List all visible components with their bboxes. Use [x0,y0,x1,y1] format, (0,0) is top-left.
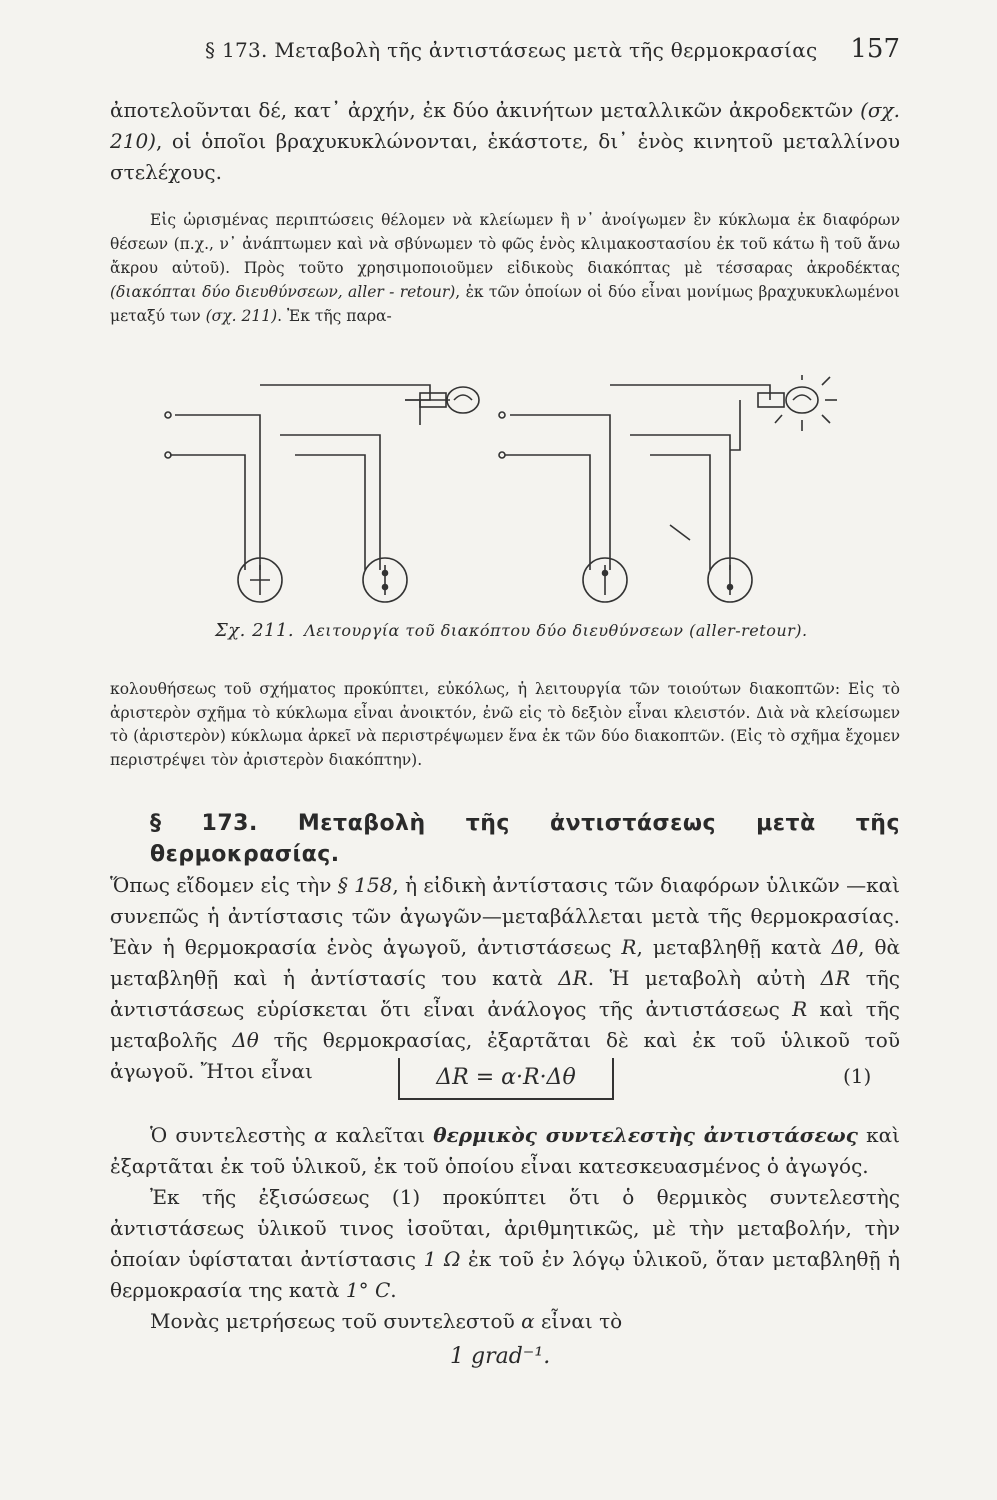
sec-dtheta: Δθ [831,935,859,959]
p5-alpha: α [313,1123,328,1147]
p5-t8: εἶναι τὸ [534,1309,623,1333]
para1-ref: (σχ. 210) [110,98,900,153]
p5-t2: καλεῖται [327,1123,434,1147]
sec-t3: , μεταβληθῇ κατὰ [636,935,832,959]
p5-t1: Ὁ συντελεστὴς [150,1123,314,1147]
header-title: § 173. Μεταβολὴ τῆς ἀντιστάσεως μετὰ τῆς θερμοκρασίας [205,38,818,62]
para1-text-a: ἀποτελοῦνται δέ, κατ᾽ ἀρχήν, ἐκ δύο ἀκινήτων μεταλλικῶν ἀκροδεκτῶν [110,98,861,122]
section-173 [110,808,900,1087]
sec-t4: , θὰ μεταβληθῇ καὶ ἡ ἀντίστασίς του κατὰ [110,935,901,990]
unit-expression: 1 grad⁻¹. [450,1344,551,1369]
p5-alpha2: α [521,1309,535,1333]
p5-t7: Μονὰς μετρήσεως τοῦ συντελεστοῦ [150,1309,522,1333]
sec-t6: τῆς ἀντιστάσεως εὑρίσκεται ὅτι εἶναι ἀνάλογος τῆς ἀντιστάσεως [110,966,900,1021]
sec-t8: τῆς θερμοκρασίας, ἐξαρτᾶται δὲ καὶ ἐκ τοῦ ὑλικοῦ τοῦ ἀγωγοῦ. Ἤτοι εἶναι [110,1028,901,1083]
p5-ohm: 1 Ω [423,1247,461,1271]
p5-t5: ἐκ τοῦ ἐν λόγῳ ὑλικοῦ, ὅταν μεταβληθῇ ἡ θερμοκρασία της κατὰ [110,1247,900,1302]
para2-text-c: . Ἐκ τῆς παρα- [277,307,392,325]
paragraph-1 [110,95,900,188]
p5-deg: 1° C [345,1278,391,1302]
page-number: 157 [850,34,900,64]
sec-t1: Ὅπως εἴδομεν εἰς τὴν [110,873,338,897]
two-way-switch-diagram [150,375,870,615]
para2-text-b: , ἐκ τῶν ὁποίων οἱ δύο εἶναι μονίμως βραχυκυκλωμένοι μεταξύ των [110,283,900,325]
sec-t5: . Ἡ μεταβολὴ αὐτὴ [587,966,821,990]
sec-t7: καὶ τῆς μεταβολῆς [110,997,901,1052]
right-lamp-lit [758,375,837,431]
figure-caption [215,620,808,641]
sec-R2: R [792,997,808,1021]
formula-number: (1) [843,1064,872,1088]
left-circuit [165,385,450,602]
sec-dtheta2: Δθ [232,1028,259,1052]
sec-R: R [621,935,637,959]
running-header [110,36,900,66]
right-circuit [499,385,770,602]
para2-text-a: Εἰς ὡρισμένας περιπτώσεις θέλομεν νὰ κλείωμεν ἢ ν᾽ ἀνοίγωμεν ἓν κύκλωμα ἐκ διαφόρων θέσεων (π.χ., ν᾽ ἀνάπτωμεν καὶ νὰ σβύνωμεν τὸ φῶς ἑνὸς κλιμακοστασίου ἐκ τοῦ κάτω ἢ τοῦ ἄνω ἄκρου αὐτοῦ). Πρὸς τοῦτο χρησιμοποιοῦμεν εἰδικοὺς διακόπτας μὲ τέσσαρας ἀκροδέκτας [110,211,900,277]
sec-ref: § 158 [337,873,393,897]
figure-caption-text: Λειτουργία τοῦ διακόπτου δύο διευθύνσεων (aller-retour). [304,621,808,640]
para2-italic: (διακόπται δύο διευθύνσεων, aller - retour) [110,283,456,301]
figure-label: Σχ. 211. [215,620,295,641]
sec-t2: , ἡ εἰδικὴ ἀντίστασις τῶν διαφόρων ὑλικῶν —καὶ συνεπῶς ἡ ἀντίστασις τῶν ἀγωγῶν—μεταβάλλεται μετὰ τῆς θερμοκρασίας. Ἐὰν ἡ θερμοκρασία ἑνὸς ἀγωγοῦ, ἀντιστάσεως [110,873,901,959]
para2-ref: (σχ. 211) [205,307,278,325]
formula-box: ΔR = α·R·Δθ [398,1058,614,1100]
para3-text: κολουθήσεως τοῦ σχήματος προκύπτει, εὐκόλως, ἡ λειτουργία τῶν τοιούτων διακοπτῶν: Εἰς τὸ ἀριστερὸν σχῆμα τὸ κύκλωμα εἶναι ἀνοικτόν, ἐνῶ εἰς τὸ δεξιὸν εἶναι κλειστόν. Διὰ νὰ κλείσωμεν τὸ (ἀριστερὸν) κύκλωμα ἀρκεῖ νὰ περιστρέψωμεν ἕνα ἐκ τῶν δύο διακοπτῶν. (Εἰς τὸ σχῆμα ἔχομεν περιστρέψει τὸν ἀριστερὸν διακόπτην). [110,680,900,769]
sec-dR: ΔR [558,966,588,990]
p5-t6: . [390,1278,397,1302]
paragraph-5 [110,1120,900,1337]
section-heading: § 173. Μεταβολὴ τῆς ἀντιστάσεως μετὰ τῆς θερμοκρασίας. [150,811,900,867]
paragraph-2 [110,208,900,328]
p5-term: θερμικὸς συντελεστὴς ἀντιστάσεως [433,1123,858,1147]
p5-t3: καὶ ἐξαρτᾶται ἐκ τοῦ ὑλικοῦ, ἐκ τοῦ ὁποίου εἶναι κατεσκευασμένος ὁ ἀγωγός. [110,1123,900,1178]
para1-text-b: , οἱ ὁποῖοι βραχυκυκλώνονται, ἑκάστοτε, δι᾽ ἑνὸς κινητοῦ μεταλλίνου στελέχους. [110,129,900,184]
sec-dR2: ΔR [820,966,851,990]
paragraph-3 [110,678,900,772]
p5-t4: Ἐκ τῆς ἐξισώσεως (1) προκύπτει ὅτι ὁ θερμικὸς συντελεστὴς ἀντιστάσεως ὑλικοῦ τινος ἰσοῦται, ἀριθμητικῶς, μὲ τὴν μεταβολήν, τὴν ὁποίαν ὑφίσταται ἀντίστασις [110,1185,900,1271]
